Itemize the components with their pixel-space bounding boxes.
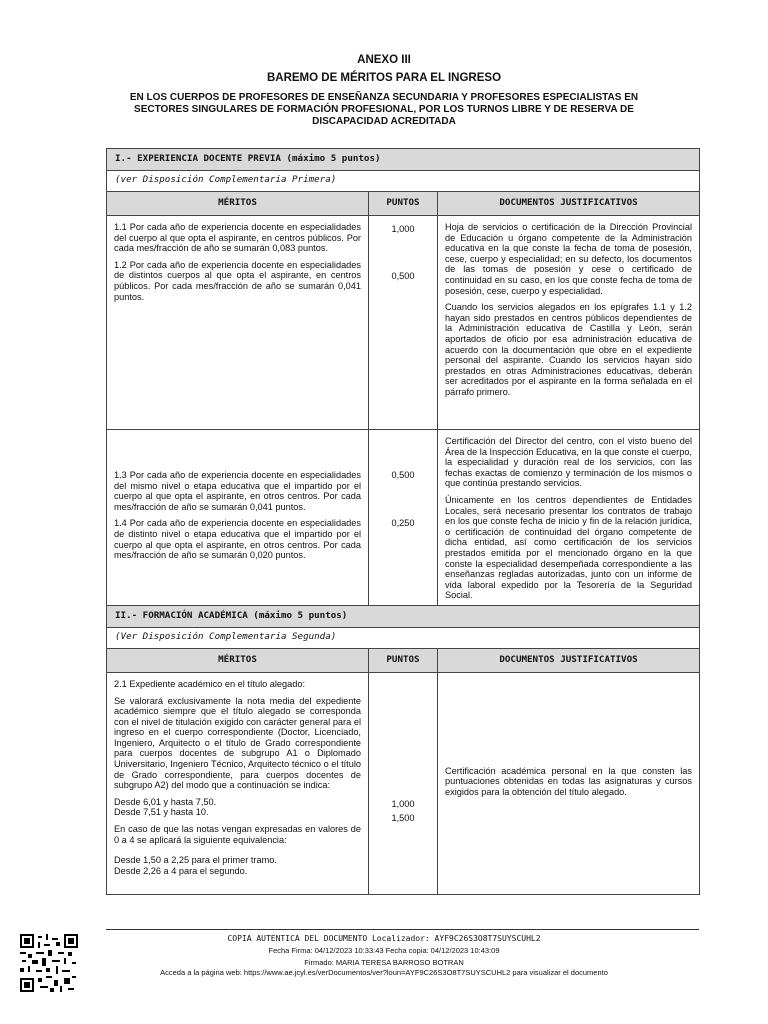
merit-2-1-title: 2.1 Expediente académico en el título alegado: [114, 678, 306, 689]
points-1-3: 0,500 [391, 470, 415, 480]
section-2-note: (Ver Disposición Complementaria Segunda) [107, 627, 700, 648]
section-1-title: I.- EXPERIENCIA DOCENTE PREVIA (máximo 5 puntos) [107, 149, 700, 171]
documents-paragraph: Únicamente en los centros dependientes de Entidades Locales, será necesario presentar los contratos de trabajo en los que conste fecha de inicio y fin de la relación jurídica, o certificación de continuidad del órgano competente de dicha entidad, así como certificación de los servicios prestados emitida por el mencionado órgano en la que conste la especialidad desempeñada correspondiente a las enseñanzas regladas autorizadas, junto con un informe de vida laboral expedido por la Tesorería de la Seguridad Social. [445, 494, 692, 601]
column-header-documents: DOCUMENTOS JUSTIFICATIVOS [438, 648, 700, 672]
merit-cell [107, 216, 369, 430]
merit-1-2: 1.2 Por cada año de experiencia docente en especialidades de distintos cuerpos al que opta el aspirante, en centros públicos. Por cada mes/fracción de año se sumarán 0,041 puntos. [114, 259, 361, 302]
merit-2-1-description: Se valorará exclusivamente la nota media del expediente académico siempre que el título alegado se corresponda con el nivel de titulación exigido con carácter general para el ingreso en el cuerpo correspondiente (Doctor, Licenciado, Ingeniero, Arquitecto o el título de Grado correspondiente para cuerpos docentes de subgrupo A1 o Diplomado Universitario, Ingeniero Técnico, Arquitecto técnico o el título de Grado correspondiente, para cuerpos docentes de subgrupo A2) del modo que a continuación se indica: [114, 695, 361, 791]
grade-range: Desde 6,01 y hasta 7,50. [114, 796, 217, 807]
section-1-note: (ver Disposición Complementaria Primera) [107, 171, 700, 192]
points-cell [369, 216, 438, 430]
equivalence-range: Desde 2,26 a 4 para el segundo. [114, 865, 248, 876]
column-header-merits: MÉRITOS [107, 192, 369, 216]
documents-cell [438, 430, 700, 606]
document-title: BAREMO DE MÉRITOS PARA EL INGRESO [266, 72, 502, 84]
documents-paragraph: Hoja de servicios o certificación de la Dirección Provincial de Educación u órgano competente de la Administración educativa en la que conste la fecha de toma de posesión, cese, cuerpo y especialidad; en su defecto, los documentos de las tomas de posesión y cese o certificado de continuidad en su caso, en los que conste fecha de toma de posesión, cese, cuerpo y especialidad. [445, 222, 692, 296]
document-subtitle: EN LOS CUERPOS DE PROFESORES DE ENSEÑANZA SECUNDARIA Y PROFESORES ESPECIALISTAS EN SECTORES SINGULARES DE FORMACIÓN PROFESIONAL, POR LOS TURNOS LIBRE Y DE RESERVA DE DISCAPACIDAD ACREDITADA [129, 92, 639, 127]
column-header-points: PUNTOS [369, 192, 438, 216]
column-header-merits: MÉRITOS [107, 648, 369, 672]
documents-paragraph: Certificación académica personal en la que consten las puntuaciones obtenidas en todas las asignaturas y cursos exigidos para la obtención del título alegado. [445, 765, 692, 797]
equivalence-range: Desde 1,50 a 2,25 para el primer tramo. [114, 855, 277, 866]
merit-1-3: 1.3 Por cada año de experiencia docente en especialidades del mismo nivel o etapa educativa que el impartido por el cuerpo al que opta el aspirante, en otros centros. Por cada mes/fracción de año se sumarán 0,041 puntos. [114, 470, 361, 512]
grade-range: Desde 7,51 y hasta 10. [114, 807, 209, 818]
merit-1-4: 1.4 Por cada año de experiencia docente en especialidades de distinto nivel o etapa educativa que el impartido por el cuerpo al que opta el aspirante, en otros centros. Por cada mes/fracción de año se sumarán 0,020 puntos. [114, 518, 361, 561]
points-cell [369, 430, 438, 606]
points-1-2: 0,500 [391, 270, 415, 281]
points-2-1-a: 1,000 [391, 798, 415, 809]
points-cell [369, 672, 438, 894]
merit-cell [107, 672, 369, 894]
footer-divider [106, 929, 699, 930]
equivalence-note: En caso de que las notas vengan expresadas en valores de 0 a 4 se aplicará la siguiente equivalencia: [114, 824, 361, 845]
column-header-points: PUNTOS [369, 648, 438, 672]
points-1-4: 0,250 [391, 517, 415, 528]
points-1-1: 1,000 [391, 224, 415, 234]
annex-heading: ANEXO III [357, 54, 411, 66]
documents-cell [438, 216, 700, 430]
merit-cell [107, 430, 369, 606]
documents-cell [438, 672, 700, 894]
column-header-documents: DOCUMENTOS JUSTIFICATIVOS [438, 192, 700, 216]
footer-signer: Firmado: MARIA TERESA BARROSO BOTRAN [304, 958, 464, 967]
documents-paragraph: Cuando los servicios alegados en los epígrafes 1.1 y 1.2 hayan sido prestados en centros públicos dependientes de la Administración educativa de Castilla y León, serán aportados de oficio por esa administración educativa de acuerdo con la documentación que obre en el expediente personal del aspirante. Cuando los servicios hayan sido prestados en otras Administraciones educativas, deberán ser acreditados por el aspirante en la forma señalada en el párrafo primero. [445, 302, 692, 397]
documents-paragraph: Certificación del Director del centro, con el visto bueno del Área de la Inspección Educativa, en la que conste el cuerpo, la especialidad y duración real de los servicios, con las fechas exactas de comienzo y terminación de los mismos o que continúa prestando servicios. [445, 436, 692, 489]
footer-verification-link[interactable]: Acceda a la página web: https://www.ae.jcyl.es/verDocumentos/ver?loun=AYF9C26S3O8T7SUYSCUHL2 para visualizar el documento [160, 968, 608, 977]
footer-dates: Fecha Firma: 04/12/2023 10:33:43 Fecha copia: 04/12/2023 10:43:09 [268, 946, 500, 955]
merit-1-1: 1.1 Por cada año de experiencia docente en especialidades del cuerpo al que opta el aspirante, en centros públicos. Por cada mes/fracción de año se sumarán 0,083 puntos. [114, 222, 361, 254]
footer-locator: COPIA AUTENTICA DEL DOCUMENTO Localizador: AYF9C26S3O8T7SUYSCUHL2 [227, 934, 541, 943]
section-2-title: II.- FORMACIÓN ACADÉMICA (máximo 5 puntos) [107, 605, 700, 627]
points-2-1-b: 1,500 [391, 812, 415, 823]
merits-table [106, 148, 700, 895]
